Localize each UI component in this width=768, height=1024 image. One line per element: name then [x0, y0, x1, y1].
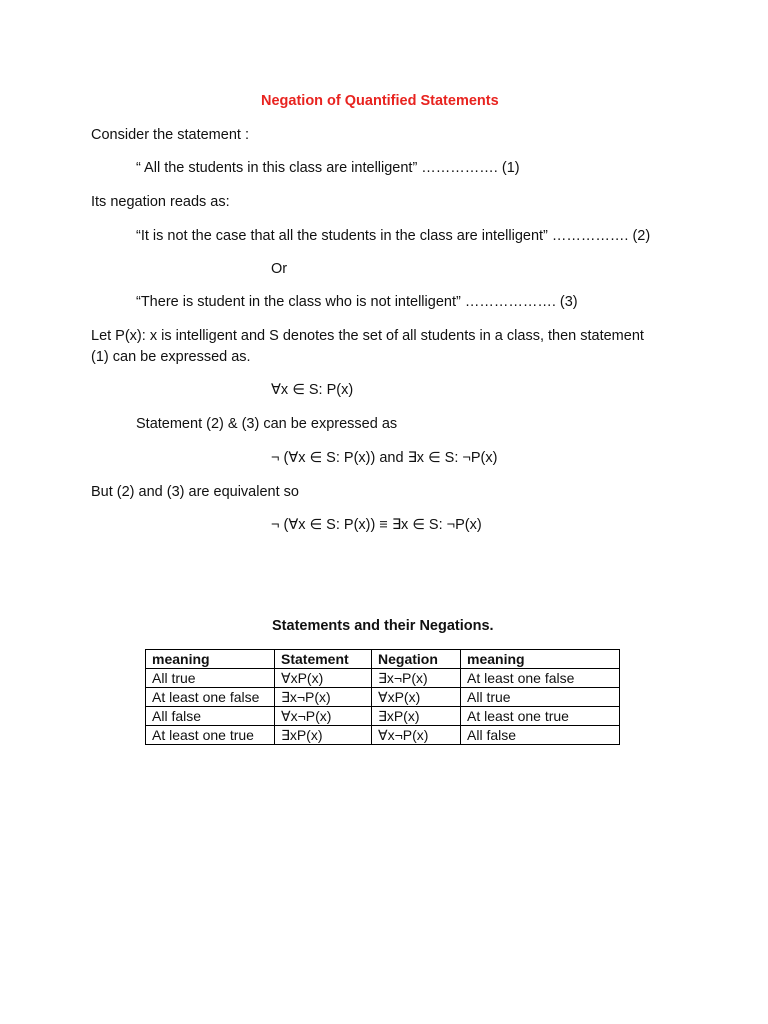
cell-negation-meaning: All true	[461, 688, 620, 707]
cell-meaning: At least one false	[146, 688, 275, 707]
equivalence-intro: But (2) and (3) are equivalent so	[91, 484, 299, 500]
intro-line: Consider the statement :	[91, 127, 249, 143]
cell-meaning: At least one true	[146, 726, 275, 745]
cell-statement: ∃xP(x)	[275, 726, 372, 745]
header-negation-meaning: meaning	[461, 650, 620, 669]
statements-2-3-line: Statement (2) & (3) can be expressed as	[136, 416, 398, 432]
expression-2-3: ¬ (∀x ∈ S: P(x)) and ∃x ∈ S: ¬P(x)	[271, 450, 498, 466]
expression-1: ∀x ∈ S: P(x)	[271, 382, 354, 398]
statement-2: “It is not the case that all the students in the class are intelligent” ……………. (2)	[136, 228, 651, 244]
equivalence-expression: ¬ (∀x ∈ S: P(x)) ≡ ∃x ∈ S: ¬P(x)	[271, 517, 482, 533]
cell-negation: ∃xP(x)	[372, 707, 461, 726]
cell-negation-meaning: At least one false	[461, 669, 620, 688]
or-text: Or	[271, 261, 288, 277]
cell-negation: ∃x¬P(x)	[372, 669, 461, 688]
cell-negation: ∀xP(x)	[372, 688, 461, 707]
table-row	[146, 688, 620, 707]
header-statement: Statement	[275, 650, 372, 669]
cell-negation-meaning: All false	[461, 726, 620, 745]
header-meaning: meaning	[146, 650, 275, 669]
negation-intro: Its negation reads as:	[91, 194, 230, 210]
cell-statement: ∃x¬P(x)	[275, 688, 372, 707]
table-row	[146, 707, 620, 726]
statement-3: “There is student in the class who is not intelligent” ………………. (3)	[136, 294, 578, 310]
page-title: Negation of Quantified Statements	[261, 93, 499, 109]
statement-1: “ All the students in this class are intelligent” ……………. (1)	[136, 160, 520, 176]
definition-line-1: Let P(x): x is intelligent and S denotes the set of all students in a class, then statement	[91, 328, 644, 344]
cell-negation: ∀x¬P(x)	[372, 726, 461, 745]
cell-meaning: All false	[146, 707, 275, 726]
negations-table	[145, 649, 620, 745]
table-row	[146, 726, 620, 745]
header-negation: Negation	[372, 650, 461, 669]
cell-negation-meaning: At least one true	[461, 707, 620, 726]
cell-statement: ∀x¬P(x)	[275, 707, 372, 726]
cell-statement: ∀xP(x)	[275, 669, 372, 688]
definition-line-2: (1) can be expressed as.	[91, 349, 251, 365]
table-row	[146, 669, 620, 688]
table-header-row	[146, 650, 620, 669]
cell-meaning: All true	[146, 669, 275, 688]
table-title: Statements and their Negations.	[272, 618, 494, 634]
